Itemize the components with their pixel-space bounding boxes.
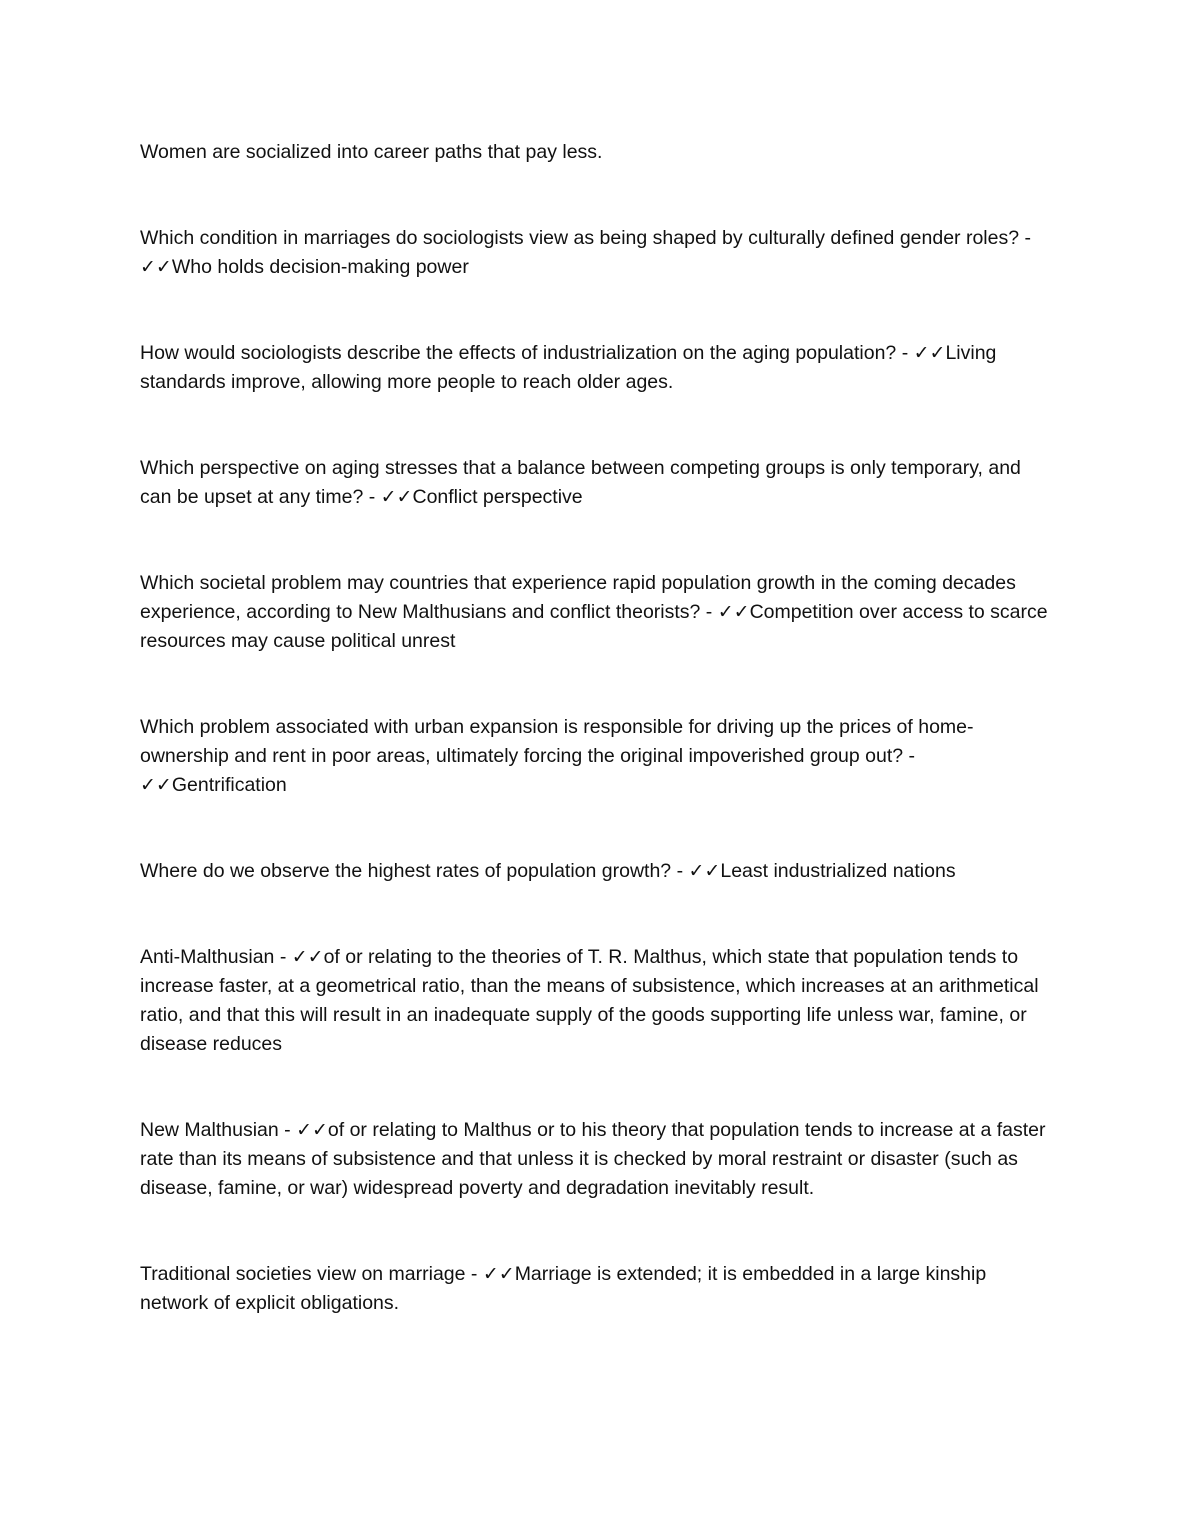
qa-entry xyxy=(140,1116,1052,1203)
qa-answer: Competition over access to scarce resources may cause political unrest xyxy=(140,601,1048,652)
qa-term: How would sociologists describe the effects of industrialization on the aging population? - xyxy=(140,342,914,364)
qa-answer: of or relating to the theories of T. R. Malthus, which state that population tends to increase faster, at a geometrical ratio, than the means of subsistence, which increases at an arithmetical ratio, and that this will result in an inadequate supply of the goods supporting life unless war, famine, or disease reduces xyxy=(140,946,1039,1055)
double-check-icon: ✓✓ xyxy=(140,256,172,278)
qa-term: Which problem associated with urban expansion is responsible for driving up the prices of home-ownership and rent in poor areas, ultimately forcing the original impoverished group out? - xyxy=(140,716,974,767)
double-check-icon: ✓✓ xyxy=(291,946,324,968)
qa-term: Which perspective on aging stresses that a balance between competing groups is only temporary, and can be upset at any time? - xyxy=(140,457,1021,508)
qa-answer: Least industrialized nations xyxy=(720,860,956,882)
qa-answer: Marriage is extended; it is embedded in a large kinship network of explicit obligations. xyxy=(140,1263,987,1314)
double-check-icon: ✓✓ xyxy=(913,342,946,364)
double-check-icon: ✓✓ xyxy=(140,774,172,796)
qa-entry xyxy=(140,1260,1052,1318)
qa-entry xyxy=(140,943,1052,1059)
qa-entry xyxy=(140,339,1052,397)
qa-answer: Conflict perspective xyxy=(412,486,583,508)
qa-answer: Living standards improve, allowing more people to reach older ages. xyxy=(140,342,997,393)
double-check-icon: ✓✓ xyxy=(296,1119,328,1141)
qa-entry xyxy=(140,857,1052,886)
qa-entry xyxy=(140,713,1052,800)
qa-term: Which condition in marriages do sociologists view as being shaped by culturally defined gender roles? - xyxy=(140,227,1031,249)
qa-answer: of or relating to Malthus or to his theory that population tends to increase at a faster rate than its means of subsistence and that unless it is checked by moral restraint or disaster (such as disease, famine, or war) widespread poverty and degradation inevitably result. xyxy=(140,1119,1046,1199)
double-check-icon: ✓✓ xyxy=(482,1263,515,1285)
qa-term: Anti-Malthusian - xyxy=(140,946,292,968)
qa-answer: Gentrification xyxy=(171,774,287,796)
qa-term: New Malthusian - xyxy=(140,1119,297,1141)
double-check-icon: ✓✓ xyxy=(380,486,413,508)
qa-term: Which societal problem may countries that experience rapid population growth in the coming decades experience, according to New Malthusians and conflict theorists? - xyxy=(140,572,1016,623)
qa-entry xyxy=(140,569,1052,656)
document-content xyxy=(140,138,1052,1375)
intro-text: Women are socialized into career paths that pay less. xyxy=(140,141,603,163)
qa-entry xyxy=(140,224,1052,282)
qa-answer: Who holds decision-making power xyxy=(171,256,469,278)
qa-term: Where do we observe the highest rates of population growth? - xyxy=(140,860,689,882)
double-check-icon: ✓✓ xyxy=(717,601,750,623)
qa-term: Traditional societies view on marriage - xyxy=(140,1263,483,1285)
double-check-icon: ✓✓ xyxy=(688,860,721,882)
qa-entry xyxy=(140,454,1052,512)
